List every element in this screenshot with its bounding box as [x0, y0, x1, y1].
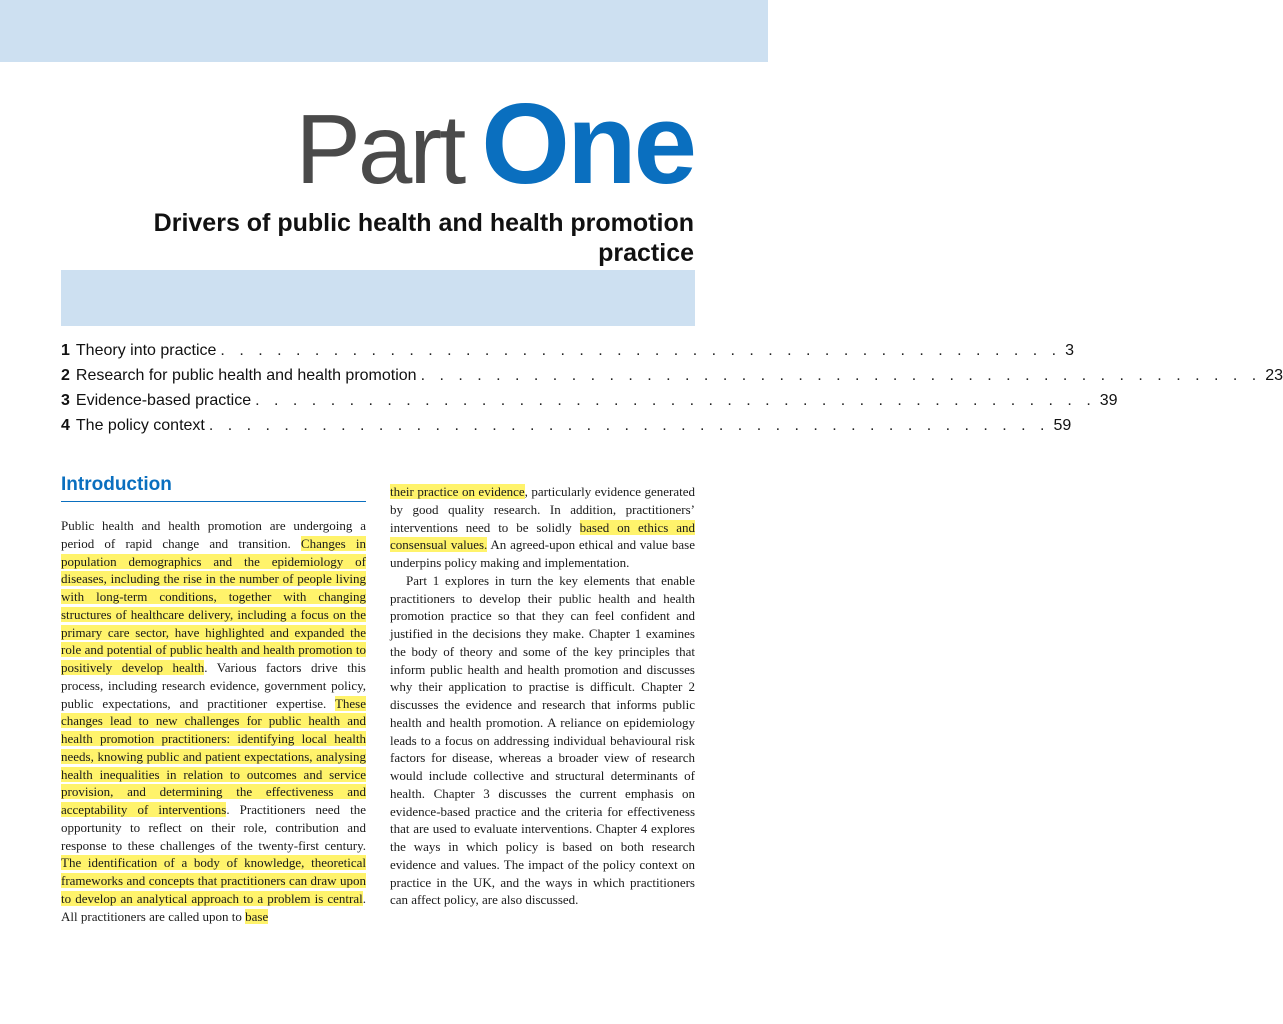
toc-chapter-title: Theory into practice	[75, 342, 217, 359]
text-run: , particularly evidence generated by good quality research. In addition, practitioners’ interventions need to be solidly	[390, 484, 695, 535]
toc-page-number: 59	[1053, 417, 1072, 434]
part-word: Part	[295, 94, 464, 204]
highlighted-text: The identification of a body of knowledge, theoretical frameworks and concepts that practitioners can draw upon to develop an analytical approach to a problem is central	[61, 855, 366, 906]
table-of-contents	[61, 338, 1283, 438]
highlighted-text: their practice on evidence	[390, 484, 525, 499]
text-run: . All practitioners are called upon to	[61, 890, 366, 924]
blue-banner-box	[61, 270, 695, 326]
part-heading	[295, 81, 694, 208]
toc-chapter-number: 1	[61, 342, 70, 359]
text-run: Public health and health promotion are undergoing a period of rapid change and transition.	[61, 518, 366, 551]
text-run: . Various factors drive this process, including research evidence, government policy, public expectations, and practitioner expertise.	[61, 660, 366, 711]
intro-paragraph-continued	[390, 483, 695, 572]
toc-chapter-number: 4	[61, 417, 70, 434]
part-subtitle: Drivers of public health and health promotion practice	[153, 209, 694, 267]
toc-page-number: 23	[1265, 367, 1283, 384]
toc-row[interactable]	[61, 413, 1072, 438]
toc-row[interactable]	[61, 338, 1074, 363]
toc-chapter-number: 2	[61, 367, 70, 384]
highlighted-text: based on ethics and consensual values.	[390, 519, 695, 553]
toc-leader-dots: . . . . . . . . . . . . . . . . . . . . . . . . . . . . . . . . . . . . . . . . . . . . .	[208, 417, 1050, 434]
toc-row[interactable]	[61, 363, 1283, 388]
intro-paragraph	[61, 517, 366, 925]
toc-chapter-number: 3	[61, 392, 70, 409]
toc-leader-dots: . . . . . . . . . . . . . . . . . . . . . . . . . . . . . . . . . . . . . . . . . . . . .	[220, 342, 1062, 359]
highlighted-text: Changes in population demographics and the epidemiology of diseases, including the rise in the number of people living with long-term conditions, together with changing structures of healthcare delivery, including a focus on the primary care sector, have highlighted and expanded the role and potential of public health and health promotion to positively develop health	[61, 535, 366, 675]
text-run: . Practitioners need the opportunity to reflect on their role, contribution and response to these challenges of the twenty-first century.	[61, 802, 366, 853]
heading-underline-rule	[61, 501, 366, 502]
introduction-heading: Introduction	[61, 474, 172, 495]
toc-page-number: 3	[1065, 342, 1074, 359]
top-color-band	[0, 0, 768, 62]
highlighted-text: base	[245, 908, 269, 924]
toc-chapter-title: Research for public health and health promotion	[75, 367, 417, 384]
intro-right-column	[390, 483, 695, 909]
part-number: One	[481, 81, 694, 208]
toc-chapter-title: The policy context	[75, 417, 205, 434]
intro-paragraph-part-overview: Part 1 explores in turn the key elements that enable practitioners to develop their public health and health promotion practice so that they can feel confident and justified in the decisions they make. Chapter 1 examines the body of theory and some of the key principles that inform public health and health promotion and discusses why their application to practise is difficult. Chapter 2 discusses the evidence and research that informs public health and health promotion. A reliance on epidemiology leads to a focus on addressing individual behavioural risk factors for disease, whereas a broader view of research would include collective and structural determinants of health. Chapter 3 discusses the current emphasis on evidence-based practice and the criteria for effectiveness that are used to evaluate interventions. Chapter 4 explores the ways in which policy is based on both research evidence and values. The impact of the policy context on practice in the UK, and the ways in which practitioners can affect policy, are also discussed.	[390, 572, 695, 908]
toc-row[interactable]	[61, 388, 1118, 413]
toc-chapter-title: Evidence-based practice	[75, 392, 252, 409]
text-run: An agreed-upon ethical and value base underpins policy making and implementation.	[390, 537, 695, 570]
toc-page-number: 39	[1099, 392, 1118, 409]
highlighted-text: These changes lead to new challenges for public health and health promotion practitioners: identifying local health needs, knowing public and patient expectations, analysing health inequalities in relation to outcomes and service provision, and determining the effectiveness and acceptability of interventions	[61, 695, 366, 817]
toc-leader-dots: . . . . . . . . . . . . . . . . . . . . . . . . . . . . . . . . . . . . . . . . . . . . .	[255, 392, 1096, 409]
toc-leader-dots: . . . . . . . . . . . . . . . . . . . . . . . . . . . . . . . . . . . . . . . . . . . . .	[420, 367, 1262, 384]
intro-left-column	[61, 517, 366, 925]
